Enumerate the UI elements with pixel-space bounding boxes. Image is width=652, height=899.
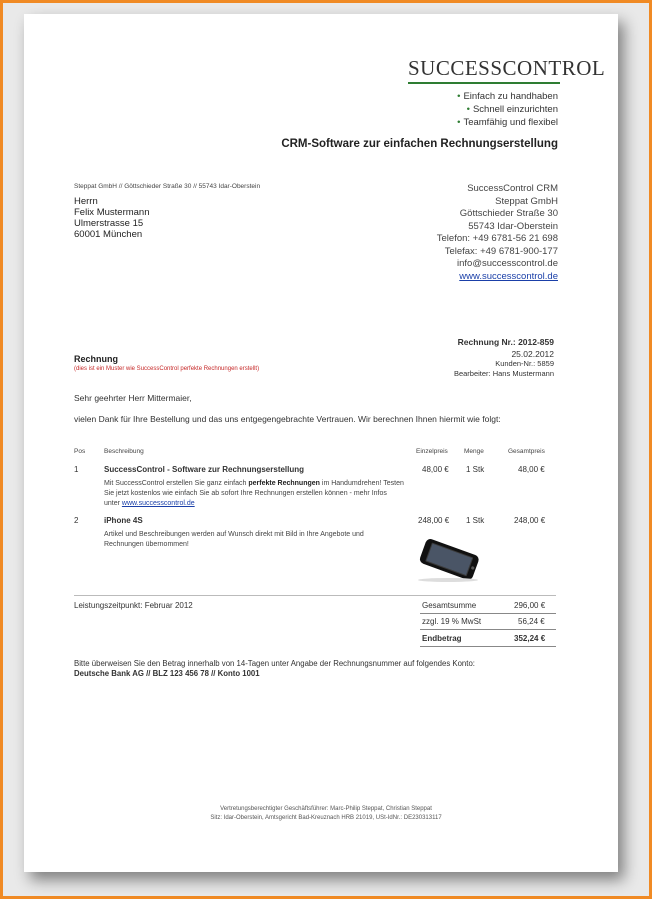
row-unit-price: 248,00 € (418, 516, 450, 525)
recipient-line: 60001 München (74, 229, 143, 240)
feature-item: • Teamfähig und flexibel (457, 117, 558, 128)
feature-item: • Schnell einzurichten (466, 104, 558, 115)
company-website-link[interactable]: www.successcontrol.de (459, 270, 558, 282)
subtotal-value: 296,00 € (514, 601, 546, 610)
totals-divider (420, 646, 556, 647)
feature-list (457, 90, 558, 129)
salutation: Sehr geehrter Herr Mittermaier, (74, 393, 192, 403)
company-email[interactable]: info@successcontrol.de (457, 258, 558, 269)
vat-label: zzgl. 19 % MwSt (422, 617, 482, 626)
recipient-line: Ulmerstrasse 15 (74, 218, 144, 229)
company-line: Telefax: +49 6781-900-177 (444, 245, 558, 257)
row-unit-price: 48,00 € (422, 465, 449, 474)
row-description: Mit SuccessControl erstellen Sie ganz einfach perfekte Rechnungen im Handumdrehen! Testen Sie jetzt kostenlos wie einfach Sie ab sofort Ihre Rechnungen erstellen können - mehr Infos unter www.successcontrol.de (104, 480, 404, 507)
col-header-pos: Pos (74, 448, 86, 455)
row-quantity: 1 Stk (466, 465, 485, 474)
row-total: 248,00 € (514, 516, 546, 525)
sender-line: Steppat GmbH // Göttschieder Straße 30 // 55743 Idar-Oberstein (74, 183, 261, 190)
intro-text: vielen Dank für Ihre Bestellung und das uns entgegengebrachte Vertrauen. Wir berechnen Ihnen hiermit wie folgt: (74, 414, 501, 424)
bullet-icon: • (457, 91, 461, 102)
description-link[interactable]: www.successcontrol.de (121, 500, 195, 507)
row-title: iPhone 4S (104, 516, 143, 525)
invoice-number: Rechnung Nr.: 2012-859 (457, 337, 554, 347)
tagline: CRM-Software zur einfachen Rechnungserstellung (281, 138, 558, 150)
product-phone-image (413, 536, 483, 584)
footer (0, 805, 652, 823)
service-period: Leistungszeitpunkt: Februar 2012 (74, 601, 193, 610)
payment-instructions: Bitte überweisen Sie den Betrag innerhalb von 14-Tagen unter Angabe der Rechnungsnummer auf folgendes Konto: (74, 659, 475, 668)
col-header-total: Gesamtpreis (508, 448, 545, 455)
customer-number: Kunden-Nr.: 5859 (495, 359, 554, 368)
row-description: Artikel und Beschreibungen werden auf Wunsch direkt mit Bild in Ihre Angebote und Rechnungen übernommen! (104, 531, 364, 548)
logo-underline (408, 82, 560, 84)
subtotal-label: Gesamtsumme (422, 601, 477, 610)
final-amount-label: Endbetrag (422, 634, 462, 643)
company-line: SuccessControl CRM (467, 183, 558, 194)
document-title: Rechnung (74, 354, 118, 364)
footer-line: Sitz: Idar-Oberstein, Amtsgericht Bad-Kreuznach HRB 21019, USt-IdNr.: DE230313117 (210, 815, 442, 821)
document-note: (dies ist ein Muster wie SuccessControl perfekte Rechnungen erstellt) (74, 366, 260, 372)
footer-line: Vertretungsberechtigter Geschäftsführer: Marc-Philip Steppat, Christian Steppat (220, 806, 432, 812)
col-header-description: Beschreibung (104, 448, 144, 455)
company-line: Telefon: +49 6781-56 21 698 (436, 233, 558, 244)
col-header-unit-price: Einzelpreis (416, 448, 448, 455)
vat-value: 56,24 € (518, 617, 545, 626)
bullet-icon: • (466, 104, 470, 115)
bank-details: Deutsche Bank AG // BLZ 123 456 78 // Konto 1001 (74, 669, 260, 678)
row-title: SuccessControl - Software zur Rechnungserstellung (104, 465, 305, 474)
row-pos: 1 (74, 465, 79, 474)
company-logo: SUCCESSCONTROL (408, 56, 606, 80)
row-pos: 2 (74, 516, 79, 525)
invoice-date: 25.02.2012 (511, 348, 554, 359)
recipient-address (74, 196, 150, 240)
totals-divider (420, 613, 556, 614)
company-line: Göttschieder Straße 30 (459, 208, 558, 219)
table-divider (74, 595, 556, 596)
feature-item: • Einfach zu handhaben (457, 91, 558, 102)
invoice-meta (454, 338, 554, 378)
final-amount-value: 352,24 € (514, 634, 546, 643)
totals-divider (420, 629, 556, 630)
company-address (437, 183, 558, 283)
col-header-quantity: Menge (464, 448, 484, 455)
company-line: 55743 Idar-Oberstein (468, 220, 558, 232)
row-total: 48,00 € (518, 465, 545, 474)
bullet-icon: • (457, 117, 461, 128)
recipient-line: Herrn (74, 196, 98, 207)
invoice-handler: Bearbeiter: Hans Mustermann (453, 368, 554, 378)
company-line: Steppat GmbH (495, 195, 558, 207)
recipient-line: Felix Mustermann (74, 207, 150, 218)
row-quantity: 1 Stk (466, 516, 485, 525)
